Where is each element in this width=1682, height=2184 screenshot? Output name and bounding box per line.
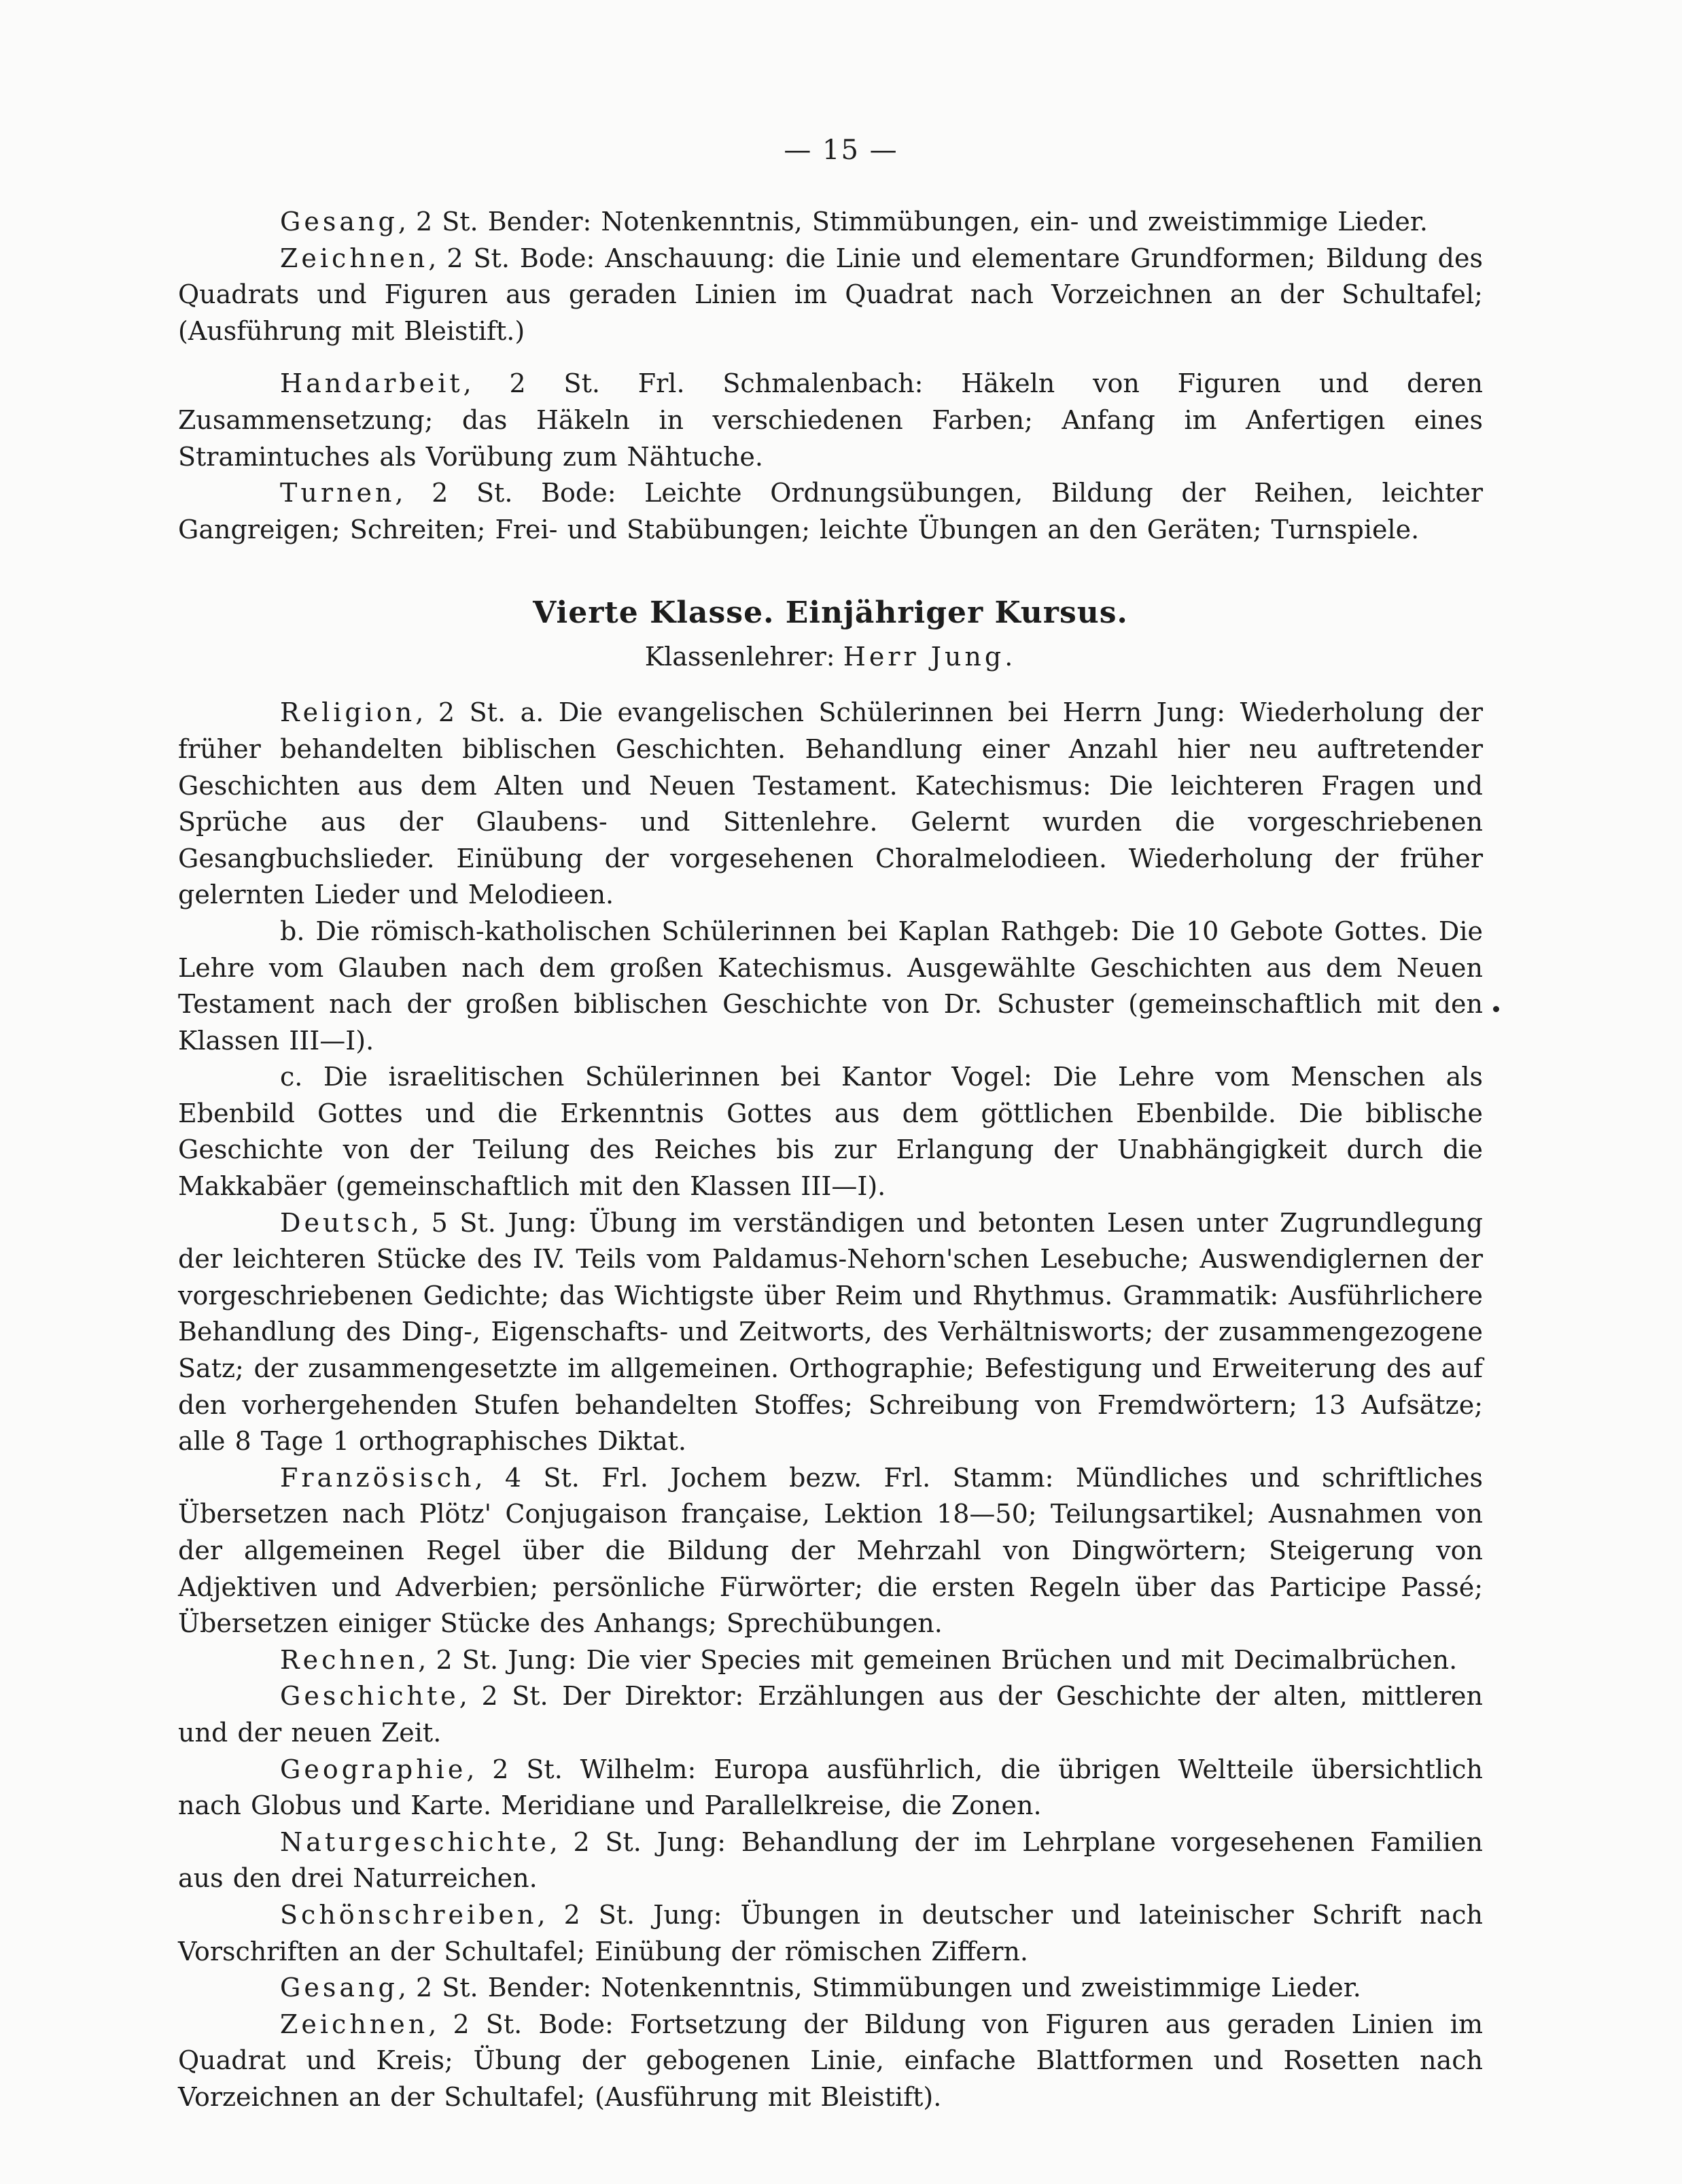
subject-paragraph — [178, 1824, 1483, 1897]
subject-text: , 2 St. Frl. Schmalenbach: Häkeln von Figuren und deren Zusammensetzung; das Häkeln in verschiedenen Farben; Anfang im Anfertigen eines Stramintuches als Vorübung zum Nähtuche. — [178, 368, 1483, 472]
subject-name: Schönschreiben — [280, 1899, 538, 1930]
subject-name: Französisch — [280, 1462, 475, 1493]
subject-text: , 2 St. Wilhelm: Europa ausführlich, die übrigen Weltteile übersichtlich nach Globus und Karte. Meridiane und Parallelkreise, die Zonen. — [178, 1754, 1483, 1821]
subject-name: Deutsch — [280, 1207, 411, 1238]
subject-paragraph — [178, 1678, 1483, 1751]
subject-paragraph — [178, 475, 1483, 548]
subject-name: Zeichnen — [280, 2009, 429, 2039]
subject-text: , 2 St. Bender: Notenkenntnis, Stimmübungen, ein- und zweistimmige Lieder. — [398, 207, 1428, 237]
class-teacher-name: Herr Jung. — [843, 642, 1017, 672]
subject-text: , 2 St. Jung: Übungen in deutscher und lateinischer Schrift nach Vorschriften an der Schultafel; Einübung der römischen Ziffern. — [178, 1899, 1483, 1966]
subject-paragraph — [178, 1642, 1483, 1679]
subject-name: Rechnen — [280, 1644, 419, 1675]
subject-text: , 4 St. Frl. Jochem bezw. Frl. Stamm: Mündliches und schriftliches Übersetzen nach Plötz' Conjugaison française, Lektion 18—50; Teilungsartikel; Ausnahmen von der allgemeinen Regel über die Bildung der Mehrzahl von Dingwörtern; Steigerung von Adjektiven und Adverbien; persönliche Fürwörter; die ersten Regeln über das Participe Passé; Übersetzen einiger Stücke des Anhangs; Sprechübungen. — [178, 1462, 1483, 1639]
subject-paragraph — [178, 914, 1483, 1059]
subject-text: b. Die römisch-katholischen Schülerinnen bei Kaplan Rathgeb: Die 10 Gebote Gottes. Die Lehre vom Glauben nach dem großen Katechismus. Ausgewählte Geschichten aus dem Neuen Testament nach der großen biblischen Geschichte von Dr. Schuster (gemeinschaftlich mit den Klassen III—I). — [178, 916, 1483, 1056]
margin-dot-mark — [1493, 1006, 1499, 1012]
class-teacher-label: Klassenlehrer: — [644, 642, 835, 672]
subject-paragraph — [178, 204, 1483, 241]
subject-name: Religion — [280, 697, 416, 728]
subject-paragraph — [178, 1460, 1483, 1642]
subject-text: , 2 St. Der Direktor: Erzählungen aus der Geschichte der alten, mittleren und der neuen Zeit. — [178, 1681, 1483, 1748]
subject-text: , 2 St. a. Die evangelischen Schülerinnen bei Herrn Jung: Wiederholung der früher behandelten biblischen Geschichten. Behandlung einer Anzahl hier neu auftretender Geschichten aus dem Alten und Neuen Testament. Katechismus: Die leichteren Fragen und Sprüche aus der Glaubens- und Sittenlehre. Gelernt wurden die vorgeschriebenen Gesangbuchslieder. Einübung der vorgesehenen Choralmelodieen. Wiederholung der früher gelernten Lieder und Melodieen. — [178, 697, 1483, 910]
subject-text: c. Die israelitischen Schülerinnen bei Kantor Vogel: Die Lehre vom Menschen als Ebenbild Gottes und die Erkenntnis Gottes aus dem göttlichen Ebenbilde. Die biblische Geschichte von der Teilung des Reiches bis zur Erlangung der Unabhängigkeit durch die Makkabäer (gemeinschaftlich mit den Klassen III—I). — [178, 1062, 1483, 1202]
subject-text: , 2 St. Bender: Notenkenntnis, Stimmübungen und zweistimmige Lieder. — [398, 1973, 1361, 2003]
page-number: — 15 — — [784, 135, 898, 166]
subject-text: , 5 St. Jung: Übung im verständigen und betonten Lesen unter Zugrundlegung der leichteren Stücke des IV. Teils vom Paldamus-Nehorn'schen Lesebuche; Auswendiglernen der vorgeschriebenen Gedichte; das Wichtigste über Reim und Rhythmus. Grammatik: Ausführlichere Behandlung des Ding-, Eigenschafts- und Zeitworts, des Verhältnisworts; der zusammengezogene Satz; der zusammengesetzte im allgemeinen. Orthographie; Befestigung und Erweiterung des auf den vorhergehenden Stufen behandelten Stoffes; Schreibung von Fremdwörtern; 13 Aufsätze; alle 8 Tage 1 orthographisches Diktat. — [178, 1207, 1483, 1457]
subject-name: Handarbeit — [280, 368, 463, 399]
subject-paragraph — [178, 695, 1483, 914]
section-header — [178, 593, 1483, 674]
subject-paragraph — [178, 1897, 1483, 1970]
page-body — [178, 204, 1483, 2116]
subject-name: Zeichnen — [280, 243, 429, 273]
subject-text: , 2 St. Bode: Anschauung: die Linie und elementare Grundformen; Bildung des Quadrats und Figuren aus geraden Linien im Quadrat nach Vorzeichnen an der Schultafel; (Ausführung mit Bleistift.) — [178, 243, 1483, 346]
subject-text: , 2 St. Jung: Behandlung der im Lehrplane vorgesehenen Familien aus den drei Naturreichen. — [178, 1826, 1483, 1894]
subject-paragraph — [178, 1970, 1483, 2007]
subject-text: , 2 St. Jung: Die vier Species mit gemeinen Brüchen und mit Decimalbrüchen. — [418, 1644, 1458, 1675]
subject-name: Geschichte — [280, 1681, 459, 1712]
subject-paragraph — [178, 2007, 1483, 2116]
subject-name: Gesang — [280, 207, 398, 237]
subject-paragraph — [178, 1059, 1483, 1204]
subject-paragraph — [178, 1205, 1483, 1460]
class-teacher-line — [178, 639, 1483, 674]
section-heading: Vierte Klasse. Einjähriger Kursus. — [533, 595, 1128, 631]
subject-name: Naturgeschichte — [280, 1826, 550, 1857]
subject-paragraph — [178, 366, 1483, 475]
subject-name: Geographie — [280, 1754, 467, 1784]
subject-text: , 2 St. Bode: Fortsetzung der Bildung von Figuren aus geraden Linien im Quadrat und Kreis; Übung der gebogenen Linie, einfache Blattformen und Rosetten nach Vorzeichnen an der Schultafel; (Ausführung mit Bleistift). — [178, 2009, 1483, 2112]
subject-paragraph — [178, 241, 1483, 350]
subject-text: , 2 St. Bode: Leichte Ordnungsübungen, Bildung der Reihen, leichter Gangreigen; Schreiten; Frei- und Stabübungen; leichte Übungen an den Geräten; Turnspiele. — [178, 478, 1483, 544]
subject-name: Gesang — [280, 1973, 398, 2003]
subject-paragraph — [178, 1752, 1483, 1824]
subject-name: Turnen — [280, 478, 396, 508]
